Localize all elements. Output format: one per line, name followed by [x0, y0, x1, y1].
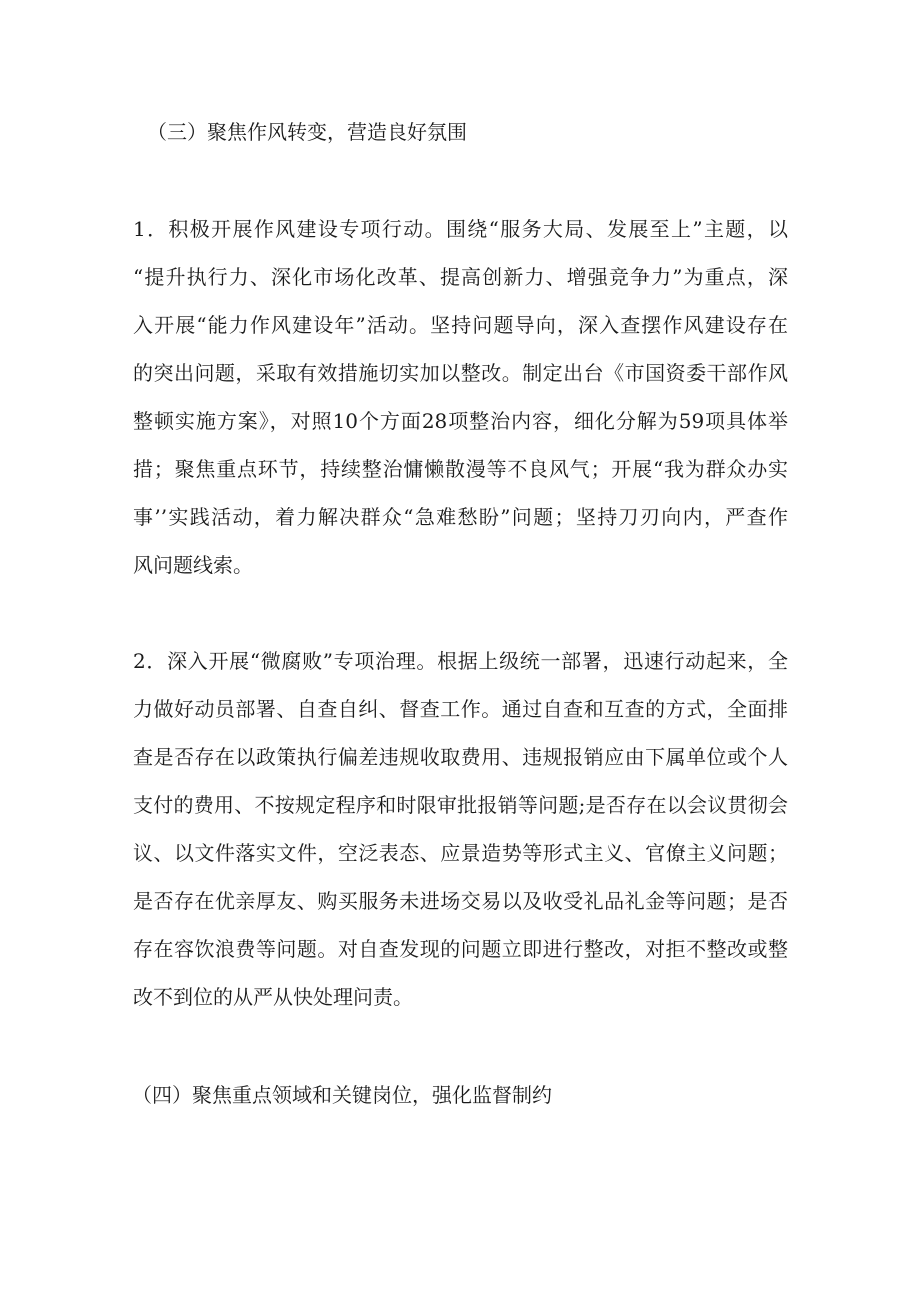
item-2-paragraph: [133, 637, 788, 1021]
item-1-line: 措；聚焦重点环节，持续整治慵懒散漫等不良风气；开展“我为群众办实: [133, 457, 788, 481]
item-2-line: 改不到位的从严从快处理问责。: [133, 985, 413, 1009]
item-1-line: 1．积极开展作风建设专项行动。围绕“服务大局、发展至上”主题，以: [133, 217, 788, 241]
item-2-line: 力做好动员部署、自查自纠、督查工作。通过自查和互查的方式，全面排: [133, 697, 788, 721]
item-1-paragraph: [133, 205, 788, 589]
item-1-line: 整顿实施方案》，对照10个方面28项整治内容，细化分解为59项具体举: [133, 409, 788, 433]
item-1-line: 入开展“能力作风建设年”活动。坚持问题导向，深入查摆作风建设存在: [133, 313, 788, 337]
item-2-line: 议、以文件落实文件，空泛表态、应景造势等形式主义、官僚主义问题；: [133, 841, 788, 865]
section-4-heading: （四）聚焦重点领域和关键岗位，强化监督制约: [132, 1083, 552, 1107]
item-2-line: 支付的费用、不按规定程序和时限审批报销等问题;是否存在以会议贯彻会: [133, 793, 788, 817]
item-1-line: 风问题线索。: [133, 553, 253, 577]
item-2-line: 是否存在优亲厚友、购买服务未进场交易以及收受礼品礼金等问题；是否: [133, 889, 788, 913]
item-1-line: “提升执行力、深化市场化改革、提高创新力、增强竞争力”为重点，深: [133, 265, 788, 289]
item-2-line: 存在容饮浪费等问题。对自查发现的问题立即进行整改，对拒不整改或整: [133, 937, 788, 961]
item-2-line: 2．深入开展“微腐败”专项治理。根据上级统一部署，迅速行动起来，全: [133, 649, 788, 673]
item-1-line: 的突出问题，采取有效措施切实加以整改。制定出台《市国资委干部作风: [133, 361, 788, 385]
item-2-line: 查是否存在以政策执行偏差违规收取费用、违规报销应由下属单位或个人: [133, 745, 788, 769]
section-3-heading: （三）聚焦作风转变，营造良好氛围: [147, 120, 467, 144]
item-1-line: 事’’实践活动，着力解决群众“急难愁盼”问题；坚持刀刃向内，严查作: [133, 505, 788, 529]
